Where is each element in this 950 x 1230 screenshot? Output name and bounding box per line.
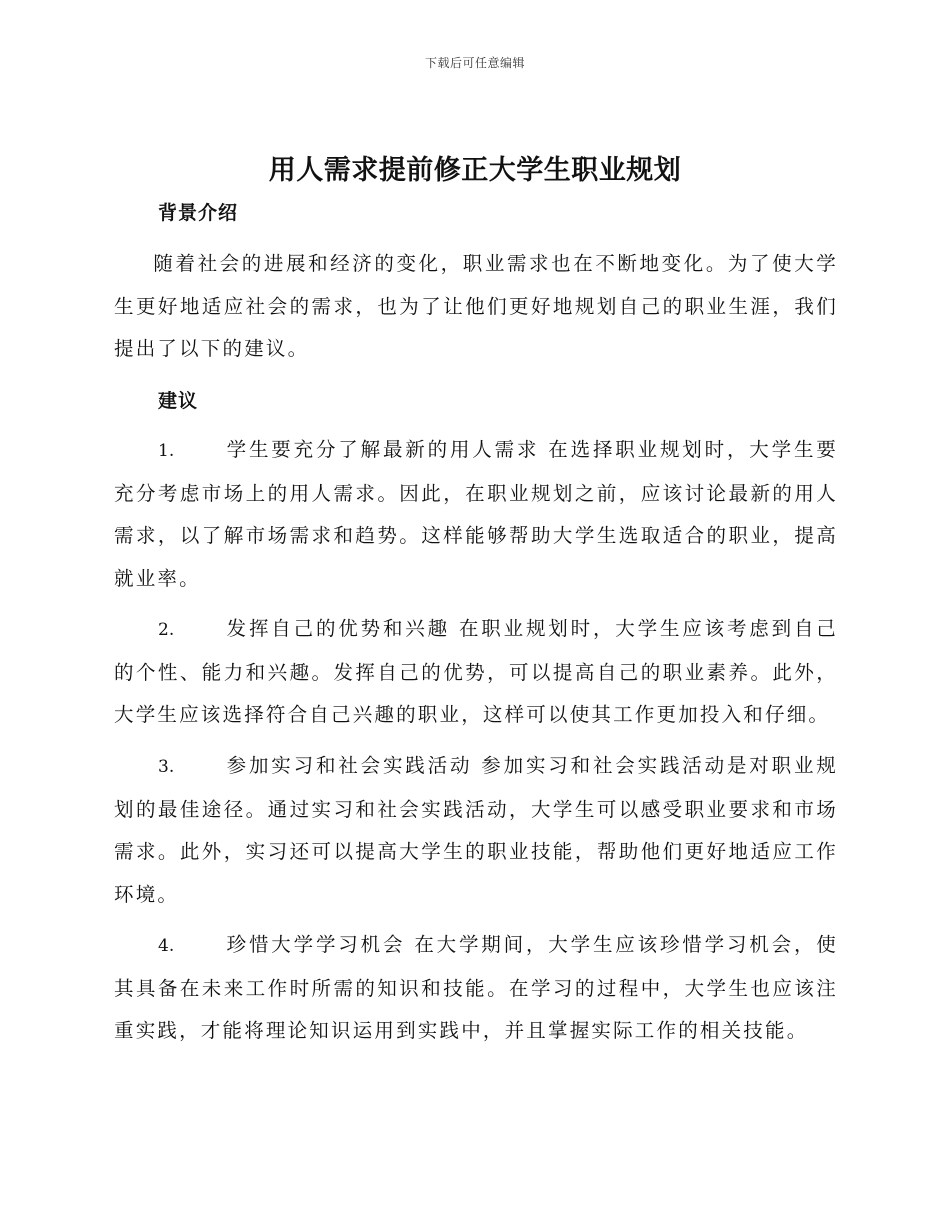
suggestion-text: 珍惜大学学习机会 在大学期间，大学生应该珍惜学习机会，使其具备在未来工作时所需的知识和技能。在学习的过程中，大学生也应该注重实践，才能将理论知识运用到实践中，并且掌握实际工作的相关技能。 (114, 933, 838, 1042)
suggestion-number: 2. (158, 620, 175, 640)
document-title: 用人需求提前修正大学生职业规划 (268, 155, 682, 186)
suggestion-text: 发挥自己的优势和兴趣 在职业规划时，大学生应该考虑到自己的个性、能力和兴趣。发挥自己的优势，可以提高自己的职业素养。此外，大学生应该选择符合自己兴趣的职业，这样可以使其工作更加投入和仔细。 (114, 617, 838, 726)
suggestion-text: 参加实习和社会实践活动 参加实习和社会实践活动是对职业规划的最佳途径。通过实习和社会实践活动，大学生可以感受职业要求和市场需求。此外，实习还可以提高大学生的职业技能，帮助他们更好地适应工作环境。 (114, 754, 838, 906)
suggestion-item-1 (114, 429, 838, 600)
section-heading-suggestions: 建议 (158, 390, 199, 412)
header-note: 下载后可任意编辑 (424, 56, 525, 70)
background-text: 随着社会的进展和经济的变化，职业需求也在不断地变化。为了使大学生更好地适应社会的需求，也为了让他们更好地规划自己的职业生涯，我们提出了以下的建议。 (114, 252, 838, 360)
suggestion-number: 1. (158, 441, 175, 461)
suggestion-item-4 (114, 924, 838, 1053)
suggestion-number: 4. (158, 936, 175, 956)
suggestion-number: 3. (158, 757, 175, 777)
suggestion-item-2 (114, 608, 838, 737)
section-heading-background: 背景介绍 (158, 202, 239, 224)
suggestion-text: 学生要充分了解最新的用人需求 在选择职业规划时，大学生要充分考虑市场上的用人需求。因此，在职业规划之前，应该讨论最新的用人需求，以了解市场需求和趋势。这样能够帮助大学生选取适合的职业，提高就业率。 (114, 438, 838, 590)
suggestion-item-3 (114, 745, 838, 916)
background-paragraph (114, 243, 838, 371)
